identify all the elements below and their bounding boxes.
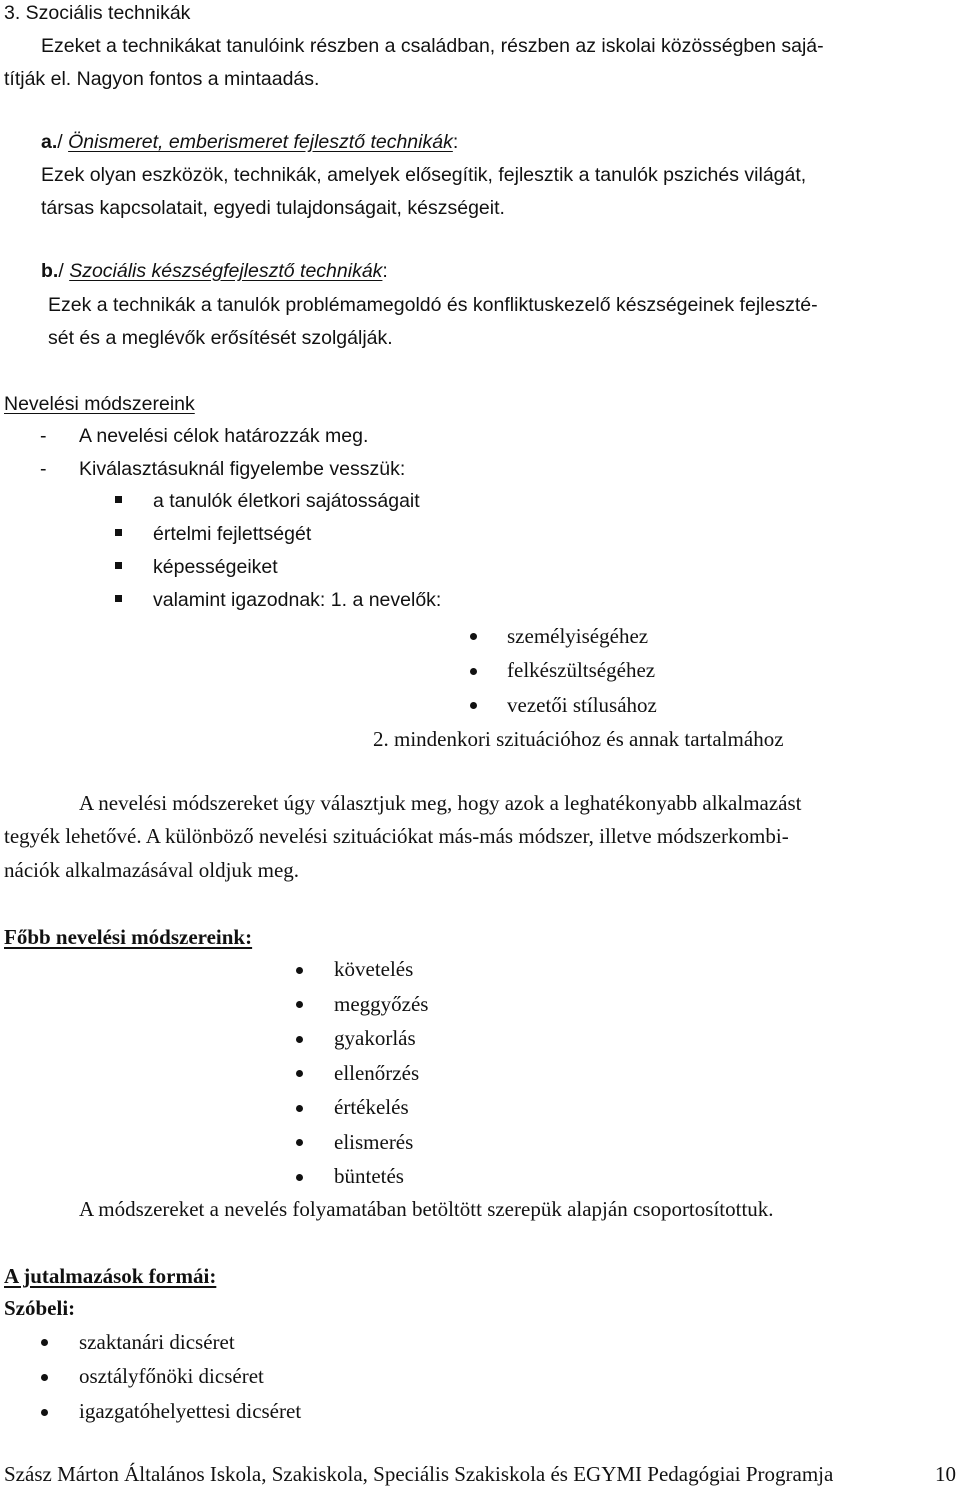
method-item: büntetés <box>334 1164 404 1188</box>
page-footer <box>4 1462 956 1487</box>
method-item: gyakorlás <box>334 1026 416 1050</box>
teacher-list-item: vezetői stílusához <box>507 693 657 717</box>
subsection-a-line1: Ezek olyan eszközök, technikák, amelyek elősegítik, fejlesztik a tanulók pszichés világát, <box>41 164 807 186</box>
dash-item-goals: A nevelési célok határozzák meg. <box>79 425 369 447</box>
dash-marker: - <box>40 425 47 447</box>
subsection-b-title <box>41 260 388 283</box>
subsection-a-colon: : <box>452 131 459 153</box>
main-methods-heading: Főbb nevelési módszereink: <box>4 925 253 949</box>
bullet-icon <box>296 967 303 974</box>
method-item: követelés <box>334 957 414 981</box>
square-list-item: értelmi fejlettségét <box>153 523 312 545</box>
square-bullet-icon <box>115 562 122 569</box>
method-item: értékelés <box>334 1095 409 1119</box>
reward-item: igazgatóhelyettesi dicséret <box>79 1399 302 1423</box>
teacher-list-item: személyiségéhez <box>507 624 649 648</box>
teacher-list-item: felkészültségéhez <box>507 658 656 682</box>
situation-point: 2. mindenkori szituációhoz és annak tartalmához <box>373 727 784 751</box>
subsection-b-line2: sét és a meglévők erősítését szolgálják. <box>48 327 393 349</box>
paragraph-line1: A nevelési módszereket úgy választjuk meg, hogy azok a leghatékonyabb alkalmazást <box>79 791 802 815</box>
subsection-a-marker: a. <box>41 131 58 153</box>
bullet-icon <box>296 1036 303 1043</box>
dash-marker: - <box>40 458 47 480</box>
bullet-icon <box>470 633 477 640</box>
method-item: meggyőzés <box>334 992 429 1016</box>
subsection-a-line2: társas kapcsolatait, egyedi tulajdonságait, készségeit. <box>41 197 505 219</box>
dash-item-selection: Kiválasztásuknál figyelembe vesszük: <box>79 458 406 480</box>
subsection-a-title <box>41 131 458 154</box>
footer-text: Szász Márton Általános Iskola, Szakiskola, Speciális Szakiskola és EGYMI Pedagógiai Programja <box>4 1462 834 1486</box>
rewards-subheading: Szóbeli: <box>4 1296 76 1320</box>
page-number: 10 <box>935 1462 956 1486</box>
section-intro-line1: Ezeket a technikákat tanulóink részben a családban, részben az iskolai közösségben sajá- <box>41 35 824 57</box>
method-item: elismerés <box>334 1130 414 1154</box>
square-list-item: a tanulók életkori sajátosságait <box>153 490 420 512</box>
bullet-icon <box>41 1409 48 1416</box>
reward-item: szaktanári dicséret <box>79 1330 235 1354</box>
square-bullet-icon <box>115 496 122 503</box>
square-bullet-icon <box>115 529 122 536</box>
bullet-icon <box>41 1374 48 1381</box>
bullet-icon <box>296 1105 303 1112</box>
method-item: ellenőrzés <box>334 1061 420 1085</box>
subsection-b-title-text: Szociális készségfejlesztő technikák <box>69 260 383 282</box>
reward-item: osztályfőnöki dicséret <box>79 1364 264 1388</box>
subsection-b-slash: / <box>58 260 70 282</box>
methods-heading: Nevelési módszereink <box>4 393 195 415</box>
section-intro-line2: títják el. Nagyon fontos a mintaadás. <box>4 68 320 90</box>
bullet-icon <box>470 702 477 709</box>
section-heading: 3. Szociális technikák <box>4 2 191 24</box>
subsection-b-line1: Ezek a technikák a tanulók problémamegoldó és konfliktuskezelő készségeinek fejleszté- <box>48 294 818 316</box>
paragraph-line2: tegyék lehetővé. A különböző nevelési szituációkat más-más módszer, illetve módszerkombi- <box>4 824 789 848</box>
subsection-b-colon: : <box>382 260 388 282</box>
rewards-heading: A jutalmazások formái: <box>4 1264 217 1288</box>
bullet-icon <box>296 1070 303 1077</box>
methods-summary: A módszereket a nevelés folyamatában betöltött szerepük alapján csoportosítottuk. <box>79 1197 774 1221</box>
square-list-item: képességeiket <box>153 556 278 578</box>
paragraph-line3: nációk alkalmazásával oldjuk meg. <box>4 858 300 882</box>
square-list-item: valamint igazodnak: 1. a nevelők: <box>153 589 442 611</box>
bullet-icon <box>41 1339 48 1346</box>
square-bullet-icon <box>115 595 122 602</box>
bullet-icon <box>296 1174 303 1181</box>
subsection-a-title-text: Önismeret, emberismeret fejlesztő technikák <box>68 131 453 153</box>
bullet-icon <box>296 1001 303 1008</box>
subsection-b-marker: b. <box>41 260 59 282</box>
bullet-icon <box>470 668 477 675</box>
bullet-icon <box>296 1139 303 1146</box>
subsection-a-slash: / <box>57 131 69 153</box>
